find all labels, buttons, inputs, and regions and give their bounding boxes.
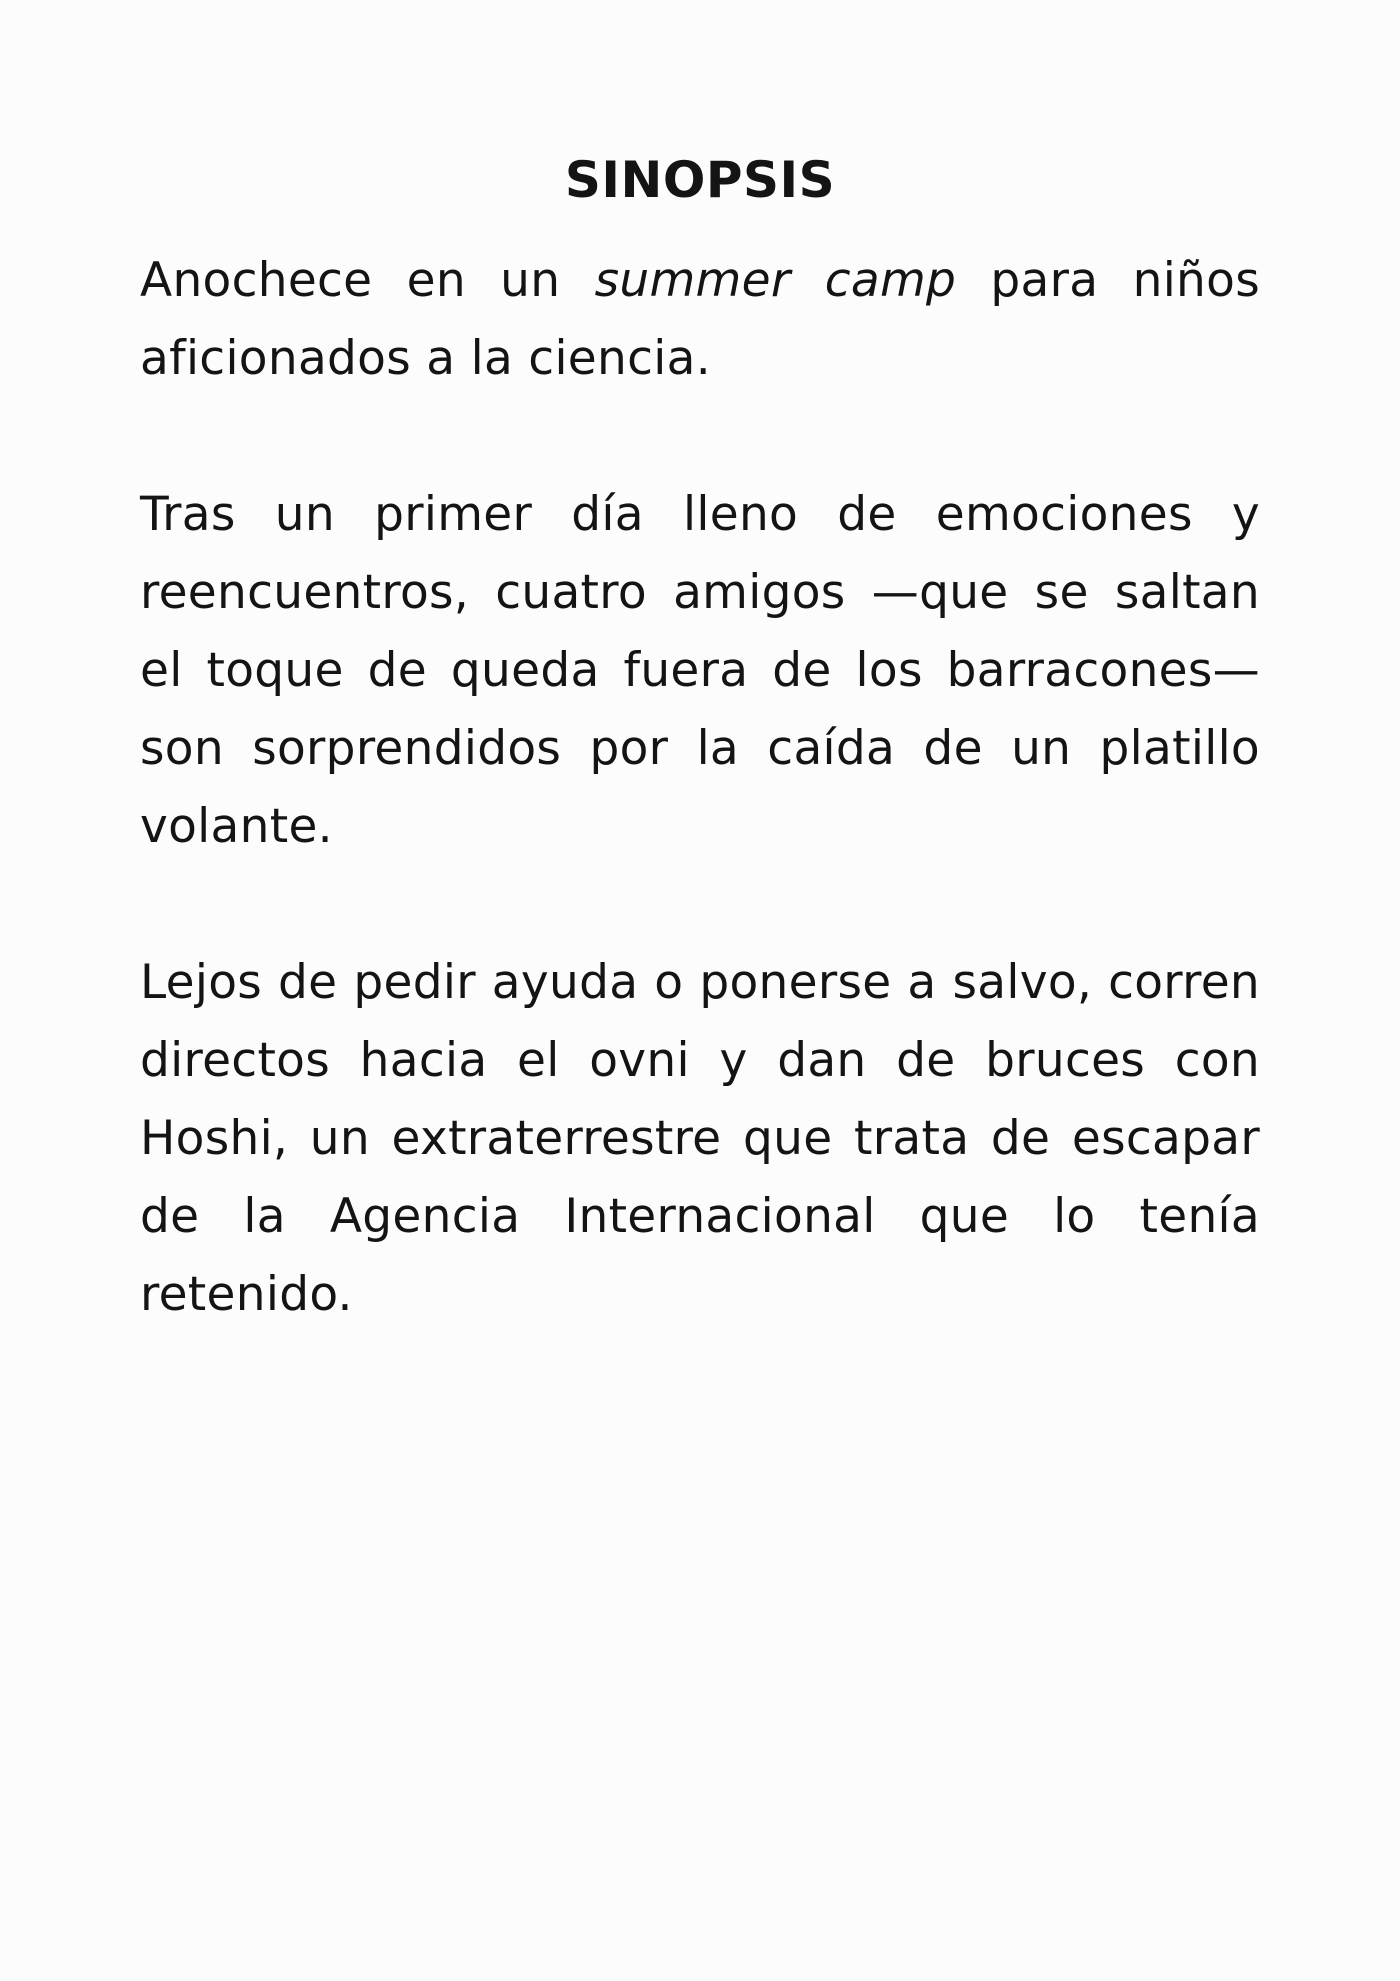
paragraph-1-italic-phrase: summer camp bbox=[594, 253, 957, 308]
document-page bbox=[140, 140, 1260, 1412]
page-title: SINOPSIS bbox=[564, 151, 836, 209]
synopsis-paragraph-3: Lejos de pedir ayuda o ponerse a salvo, corren directos hacia el ovni y dan de bruces con Hoshi, un extraterrestre que trata de escapar de la Agencia Internacional que lo tenía retenido. bbox=[140, 955, 1260, 1322]
synopsis-paragraph-1 bbox=[140, 242, 1260, 398]
synopsis-paragraph-2: Tras un primer día lleno de emociones y reencuentros, cuatro amigos —que se saltan el toque de queda fuera de los barracones— son sorprendidos por la caída de un platillo volante. bbox=[140, 487, 1260, 854]
paragraph-1-text-end: para niños aficionados a la ciencia. bbox=[140, 253, 1260, 386]
paragraph-1-text-start: Anochece en un bbox=[140, 253, 595, 308]
